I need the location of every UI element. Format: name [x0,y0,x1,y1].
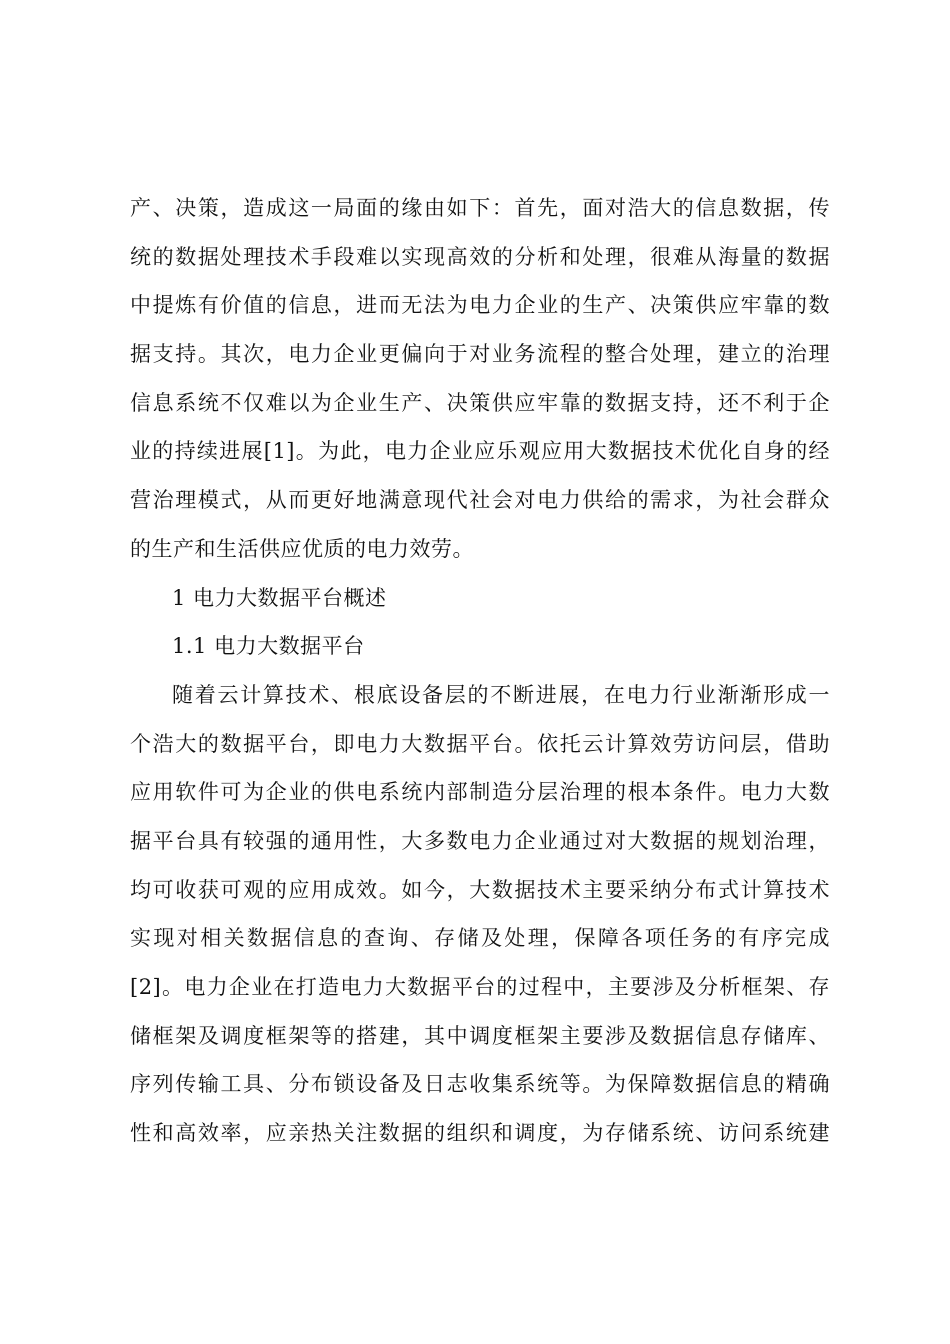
body-text-line: [2]。电力企业在打造电力大数据平台的过程中，主要涉及分析框架、存 [130,975,830,999]
body-text-line: 统的数据处理技术手段难以实现高效的分析和处理，很难从海量的数据 [130,244,830,269]
body-text-line: 信息系统不仅难以为企业生产、决策供应牢靠的数据支持，还不利于企 [130,390,830,415]
body-text-line: 实现对相关数据信息的查询、存储及处理，保障各项任务的有序完成 [130,926,830,951]
subsection-heading: 1.1 电力大数据平台 [172,634,365,659]
body-text-line: 据平台具有较强的通用性，大多数电力企业通过对大数据的规划治理， [130,828,830,853]
body-text-line: 储框架及调度框架等的搭建，其中调度框架主要涉及数据信息存储库、 [130,1023,830,1048]
body-text-line: 序列传输工具、分布锁设备及日志收集系统等。为保障数据信息的精确 [130,1072,830,1097]
body-text-line: 性和高效率，应亲热关注数据的组织和调度，为存储系统、访问系统建 [130,1121,830,1146]
body-text-line: 业的持续进展[1]。为此，电力企业应乐观应用大数据技术优化自身的经 [130,439,830,464]
body-text-line: 中提炼有价值的信息，进而无法为电力企业的生产、决策供应牢靠的数 [130,293,830,318]
body-text-line: 应用软件可为企业的供电系统内部制造分层治理的根本条件。电力大数 [130,780,830,805]
document-body [130,184,830,1158]
section-heading: 1 电力大数据平台概述 [172,585,387,610]
body-text-line: 产、决策，造成这一局面的缘由如下：首先，面对浩大的信息数据，传 [130,196,830,220]
body-text-line: 据支持。其次，电力企业更偏向于对业务流程的整合处理，建立的治理 [130,342,830,367]
body-text-line: 营治理模式，从而更好地满意现代社会对电力供给的需求，为社会群众 [130,488,830,513]
body-text-line: 个浩大的数据平台，即电力大数据平台。依托云计算效劳访问层，借助 [130,731,830,756]
body-text-line: 随着云计算技术、根底设备层的不断进展，在电力行业渐渐形成一 [172,682,830,707]
body-text-line: 均可收获可观的应用成效。如今，大数据技术主要采纳分布式计算技术 [130,877,830,902]
body-text-line: 的生产和生活供应优质的电力效劳。 [130,536,474,561]
